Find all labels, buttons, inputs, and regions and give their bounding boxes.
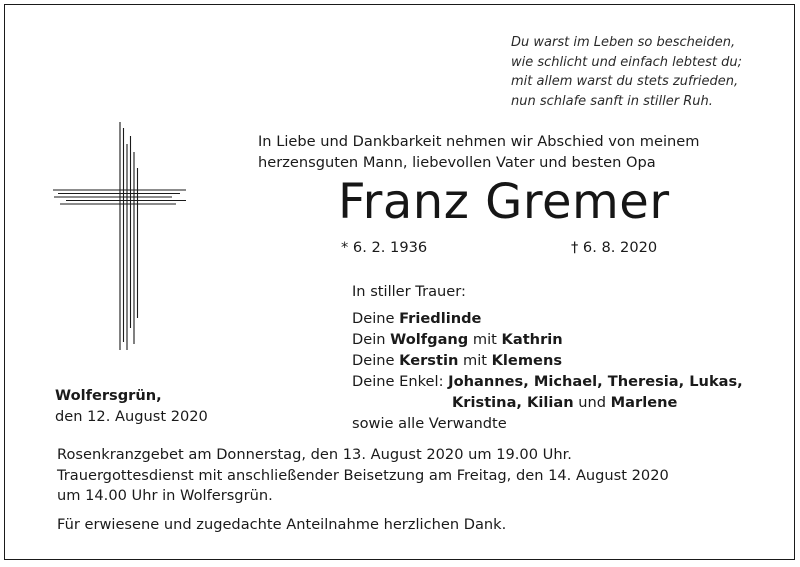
mourner-line-son	[352, 329, 743, 350]
mourner-prefix: Deine Enkel:	[352, 373, 449, 390]
mourner-name: Wolfgang	[390, 331, 469, 348]
place-city: Wolfersgrün,	[55, 387, 162, 404]
service-line: Rosenkranzgebet am Donnerstag, den 13. August 2020 um 19.00 Uhr.	[57, 446, 572, 463]
mourner-line-relatives: sowie alle Verwandte	[352, 415, 507, 432]
poem-line: wie schlicht und einfach lebtest du;	[511, 54, 742, 70]
birth-date: * 6. 2. 1936	[341, 239, 428, 256]
mourner-prefix: Deine	[352, 352, 400, 369]
poem-line: Du warst im Leben so bescheiden,	[511, 35, 736, 50]
poem	[511, 33, 781, 111]
place-date-line: den 12. August 2020	[55, 408, 208, 425]
mourner-connector: mit	[468, 331, 502, 348]
intro-line: In Liebe und Dankbarkeit nehmen wir Abschied von meinem	[258, 133, 700, 150]
poem-line: nun schlafe sanft in stiller Ruh.	[511, 93, 713, 109]
service-notes	[57, 445, 669, 535]
thanks-line: Für erwiesene und zugedachte Anteilnahme herzlichen Dank.	[57, 515, 507, 533]
mourner-prefix: Dein	[352, 331, 391, 348]
mourner-connector: und	[573, 394, 611, 411]
cross-icon	[52, 118, 187, 354]
mourner-line-grandchildren-cont	[352, 392, 743, 413]
mourner-name: Kristina, Kilian	[452, 394, 574, 411]
mourner-line-daughter	[352, 350, 743, 371]
service-line: um 14.00 Uhr in Wolfersgrün.	[57, 487, 273, 504]
poem-line: mit allem warst du stets zufrieden,	[511, 74, 739, 89]
mourner-prefix: Deine	[352, 310, 400, 327]
mourner-name: Marlene	[610, 394, 678, 411]
mourner-name: Kerstin	[399, 352, 459, 369]
intro-line: herzensguten Mann, liebevollen Vater und besten Opa	[258, 154, 656, 171]
mourner-name: Johannes, Michael, Theresia, Lukas,	[448, 373, 743, 390]
mourner-line-grandchildren	[352, 371, 743, 392]
mourners-list	[352, 281, 743, 434]
mourner-connector: mit	[458, 352, 492, 369]
death-date: † 6. 8. 2020	[571, 239, 658, 256]
mourners-label: In stiller Trauer:	[352, 283, 466, 300]
mourner-name: Friedlinde	[399, 310, 482, 327]
service-line: Trauergottesdienst mit anschließender Beisetzung am Freitag, den 14. August 2020	[57, 466, 669, 484]
intro-text	[258, 131, 699, 173]
mourner-line-wife	[352, 308, 743, 329]
deceased-name: Franz Gremer	[338, 174, 670, 230]
mourner-name: Klemens	[491, 352, 563, 369]
mourner-name: Kathrin	[501, 331, 563, 348]
place-date	[55, 385, 208, 427]
